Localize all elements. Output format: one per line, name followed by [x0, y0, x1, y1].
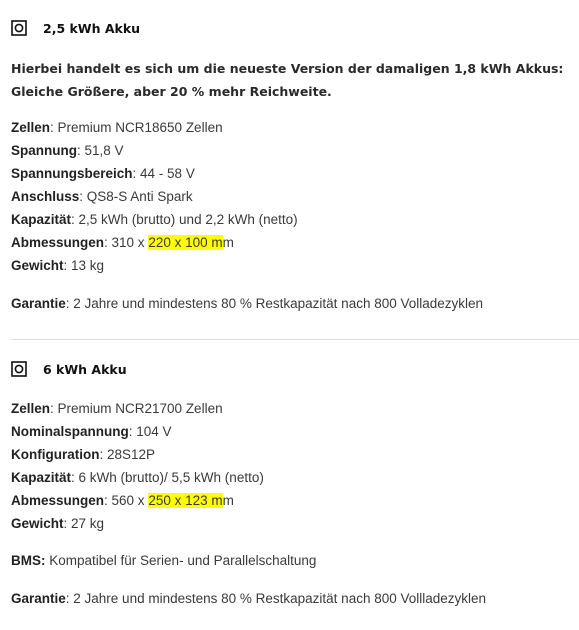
spec-value: : 2,5 kWh (brutto) und 2,2 kWh (netto) — [71, 212, 298, 227]
spec-value: : 560 x — [104, 493, 149, 508]
spec-value: : 310 x — [104, 235, 149, 250]
spec-label: Konfiguration — [11, 447, 100, 462]
spec-garantie — [11, 295, 483, 313]
section-title: 2,5 kWh Akku — [43, 20, 141, 36]
intro-text — [11, 57, 571, 103]
spec-label: Abmessungen — [11, 493, 105, 508]
spec-abmessungen — [11, 234, 234, 252]
spec-label: Zellen — [11, 401, 51, 416]
spec-value: : 6 kWh (brutto)/ 5,5 kWh (netto) — [71, 470, 264, 485]
spec-value: : 27 kg — [63, 516, 105, 531]
spec-kapazitaet — [11, 211, 298, 229]
spec-value: Kompatibel für Serien- und Parallelschaltung — [45, 553, 317, 568]
spec-nominalspannung — [11, 423, 172, 441]
highlighted-text: 220 x 100 m — [148, 235, 223, 250]
spec-value: : 2 Jahre und mindestens 80 % Restkapazität nach 800 Volladezyklen — [65, 296, 484, 311]
spec-kapazitaet — [11, 469, 264, 487]
intro-line-1: Hierbei handelt es sich um die neueste Version der damaligen 1,8 kWh Akkus: — [11, 61, 564, 76]
spec-gewicht — [11, 515, 104, 533]
spec-abmessungen — [11, 492, 234, 510]
spec-garantie — [11, 590, 486, 608]
spec-label: Abmessungen — [11, 235, 105, 250]
spec-label: Gewicht — [11, 258, 64, 273]
spec-zellen — [11, 119, 223, 137]
spec-value: : 2 Jahre und mindestens 80 % Restkapazität nach 800 Vollladezyklen — [65, 591, 487, 606]
spec-label: Spannung — [11, 143, 77, 158]
spec-value: : 44 - 58 V — [132, 166, 195, 181]
spec-label: Kapazität — [11, 470, 72, 485]
spec-label: Garantie — [11, 591, 66, 606]
spec-value: : 28S12P — [99, 447, 156, 462]
spec-konfiguration — [11, 446, 155, 464]
spec-value: : QS8-S Anti Spark — [79, 189, 193, 204]
spec-label: Gewicht — [11, 516, 64, 531]
spec-label: Garantie — [11, 296, 66, 311]
intro-line-2: Gleiche Größere, aber 20 % mehr Reichweite. — [11, 84, 332, 99]
square-target-icon — [11, 361, 27, 377]
spec-value-suffix: m — [222, 235, 234, 250]
spec-value: : Premium NCR21700 Zellen — [50, 401, 223, 416]
section-title: 6 kWh Akku — [43, 361, 127, 377]
section-header-2-5kwh — [11, 19, 140, 37]
spec-value: : 51,8 V — [77, 143, 124, 158]
spec-spannung — [11, 142, 124, 160]
square-target-icon — [11, 20, 27, 36]
spec-spannungsbereich — [11, 165, 195, 183]
spec-zellen — [11, 400, 223, 418]
spec-label: Kapazität — [11, 212, 72, 227]
spec-label: Nominalspannung — [11, 424, 129, 439]
spec-bms — [11, 552, 316, 570]
section-divider — [11, 339, 579, 340]
spec-label: BMS: — [11, 553, 46, 568]
spec-value-suffix: m — [222, 493, 234, 508]
spec-label: Anschluss — [11, 189, 80, 204]
spec-anschluss — [11, 188, 193, 206]
spec-label: Spannungsbereich — [11, 166, 133, 181]
section-header-6kwh — [11, 360, 127, 378]
highlighted-text: 250 x 123 m — [148, 493, 223, 508]
spec-value: : 13 kg — [63, 258, 105, 273]
spec-value: : Premium NCR18650 Zellen — [50, 120, 223, 135]
spec-value: : 104 V — [128, 424, 172, 439]
spec-gewicht — [11, 257, 104, 275]
spec-label: Zellen — [11, 120, 51, 135]
